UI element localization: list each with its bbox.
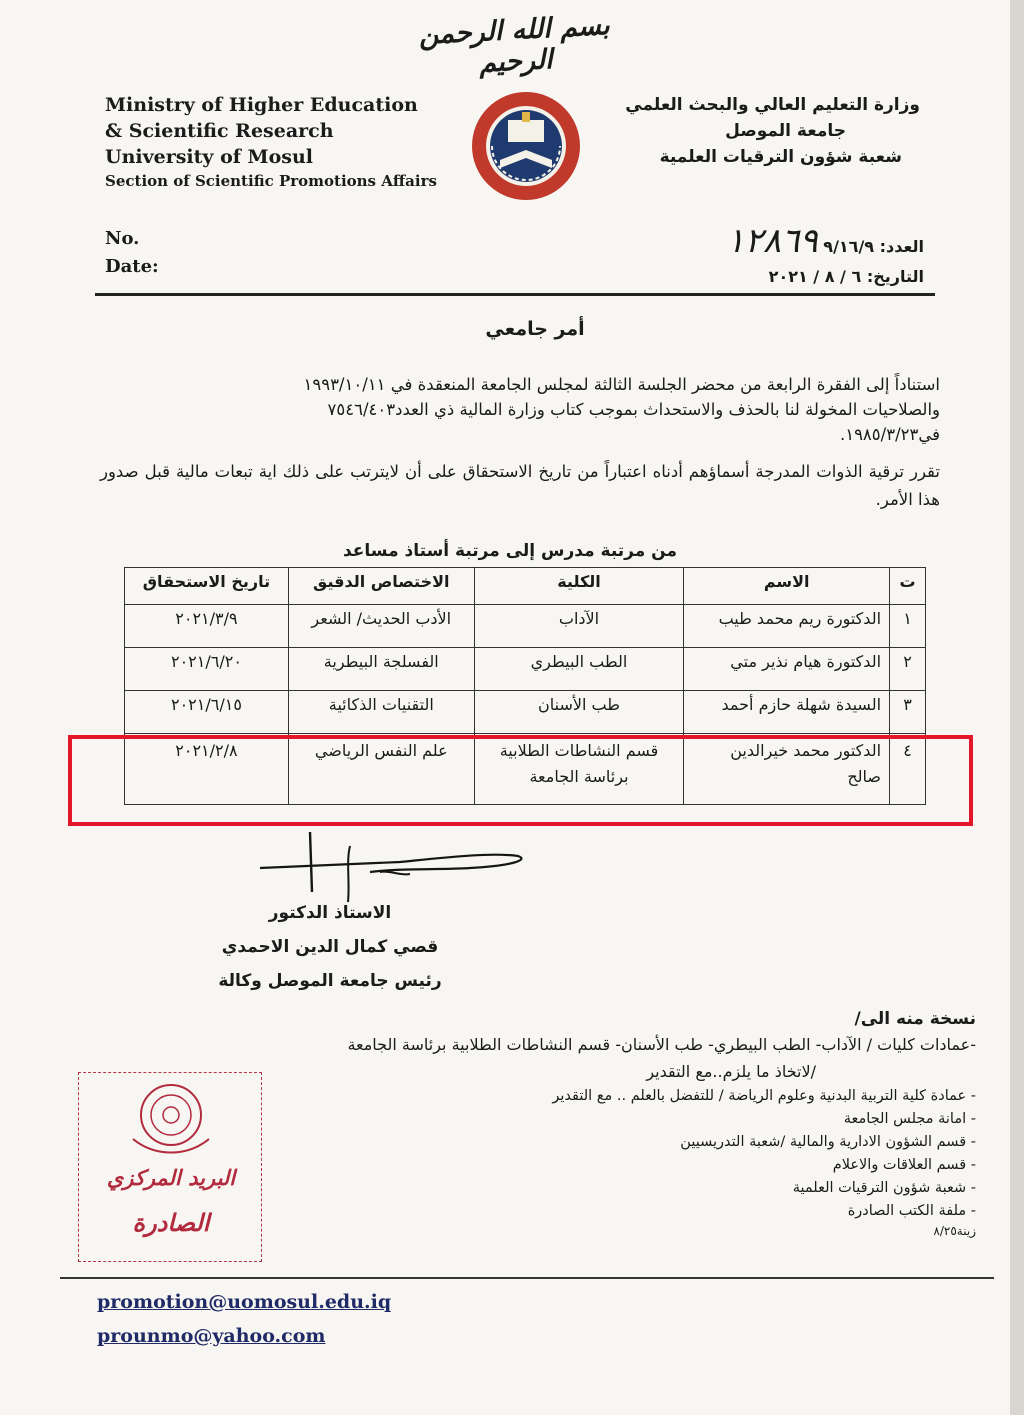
list-item: - شعبة شؤون الترقيات العلمية: [100, 1177, 976, 1200]
col-header-specialty: الاختصاص الدقيق: [288, 568, 474, 605]
stamp-seal-icon: [125, 1079, 217, 1159]
cell-index: ٣: [890, 691, 926, 734]
highlight-box: [68, 735, 973, 826]
copies-line-1: -عمادات كليات / الآداب- الطب البيطري- طب الأسنان- قسم النشاطات الطلابية برئاسة الجامعة: [347, 1035, 976, 1054]
table-row: [125, 691, 926, 734]
signatory-name: قصي كمال الدين الاحمدي: [221, 937, 439, 957]
email-link-yahoo[interactable]: prounmo@yahoo.com: [97, 1325, 326, 1347]
section-ar: شعبة شؤون الترقيات العلمية: [659, 147, 902, 167]
date-line: [604, 262, 924, 292]
english-letterhead: [105, 92, 437, 192]
cell-due-date: ٢٠٢١/٦/١٥: [125, 691, 289, 734]
table-row: [125, 605, 926, 648]
cell-index: ١: [890, 605, 926, 648]
cell-name: السيدة شهلة حازم أحمد: [684, 691, 890, 734]
cell-college: طب الأسنان: [474, 691, 684, 734]
table-title: من مرتبة مدرس إلى مرتبة أستاذ مساعد: [342, 541, 678, 561]
cell-name: الدكتورة ريم محمد طيب: [684, 605, 890, 648]
col-header-college: الكلية: [474, 568, 684, 605]
footer-divider: [60, 1277, 994, 1279]
cell-name: الدكتور محمد خيرالدين صالح: [684, 734, 890, 805]
cell-specialty: الفسلجة البيطرية: [288, 648, 474, 691]
cell-due-date: ٢٠٢١/٢/٨: [125, 734, 289, 805]
date-label: Date:: [105, 256, 159, 277]
list-item: - قسم العلاقات والاعلام: [100, 1154, 976, 1177]
col-header-due-date: تاريخ الاستحقاق: [125, 568, 289, 605]
copies-line-2: /لاتخاذ ما يلزم..مع التقدير: [646, 1062, 816, 1081]
section-en: Section of Scientific Promotions Affairs: [105, 172, 437, 190]
reference-block: [604, 221, 924, 292]
reference-value: ٩/١٦/٩: [823, 237, 875, 256]
cell-specialty: التقنيات الذكائية: [288, 691, 474, 734]
cell-college: الآداب: [474, 605, 684, 648]
date-value: ٦ / ٨ / ٢٠٢١: [768, 267, 862, 286]
reference-label: العدد:: [879, 237, 924, 256]
list-item: - امانة مجلس الجامعة: [100, 1108, 976, 1131]
paragraph-line-3: في١٩٨٥/٣/٢٣.: [839, 425, 940, 444]
ministry-en-line1: Ministry of Higher Education: [105, 94, 418, 116]
ministry-ar: وزارة التعليم العالي والبحث العلمي: [625, 95, 920, 115]
list-item: - عمادة كلية التربية البدنية وعلوم الرياضة / للتفضل بالعلم .. مع التقدير: [100, 1085, 976, 1108]
university-ar: جامعة الموصل: [725, 121, 846, 141]
reference-handwritten: ١٢٨٦٩: [726, 221, 818, 261]
table-header-row: [125, 568, 926, 605]
university-en: University of Mosul: [105, 146, 313, 168]
header-divider: [95, 293, 935, 296]
cell-specialty: الأدب الحديث/ الشعر: [288, 605, 474, 648]
order-paragraph: [100, 372, 940, 447]
table-row: [125, 648, 926, 691]
signatory-position: رئيس جامعة الموصل وكالة: [218, 971, 442, 991]
central-mail-stamp: [78, 1072, 262, 1262]
cell-due-date: ٢٠٢١/٦/٢٠: [125, 648, 289, 691]
col-header-index: ت: [890, 568, 926, 605]
cell-due-date: ٢٠٢١/٣/٩: [125, 605, 289, 648]
signatory-title: الاستاذ الدكتور: [268, 903, 392, 923]
cell-index: ٢: [890, 648, 926, 691]
list-item: - قسم الشؤون الادارية والمالية /شعبة التدريسيين: [100, 1131, 976, 1154]
col-header-name: الاسم: [684, 568, 890, 605]
ministry-en-line2: & Scientific Research: [105, 120, 334, 142]
stamp-line-1: البريد المركزي: [106, 1165, 236, 1190]
decision-paragraph: تقرر ترقية الذوات المدرجة أسماؤهم أدناه اعتباراً من تاريخ الاستحقاق على أن لايترتب على ذلك اية تبعات مالية قبل صدور هذا الأمر.: [100, 462, 940, 509]
arabic-letterhead: [590, 92, 920, 170]
cell-name: الدكتورة هيام نذير متي: [684, 648, 890, 691]
cell-index: ٤: [890, 734, 926, 805]
email-link-promotion[interactable]: promotion@uomosul.edu.iq: [97, 1291, 392, 1313]
copies-footer-code: زينة٨/٢٥: [933, 1224, 976, 1238]
signature-block: [205, 896, 455, 998]
basmala: بسم الله الرحمن الرحيم: [418, 10, 611, 79]
stamp-line-2: الصادرة: [132, 1208, 210, 1237]
order-title: أمر جامعي: [485, 318, 585, 340]
cell-college: الطب البيطري: [474, 648, 684, 691]
paragraph-line-2: والصلاحيات المخولة لنا بالحذف والاستحداث بموجب كتاب وزارة المالية ذي العدد٧٥٤٦/٤٠٣: [327, 400, 940, 419]
number-label: No.: [105, 228, 140, 249]
paragraph-line-1: استناداً إلى الفقرة الرابعة من محضر الجلسة الثالثة لمجلس الجامعة المنعقدة في ١٩٩٣/١٠/١١: [303, 375, 940, 394]
list-item: - ملفة الكتب الصادرة: [100, 1200, 976, 1223]
copies-heading: نسخة منه الى/: [854, 1009, 976, 1029]
cell-specialty: علم النفس الرياضي: [288, 734, 474, 805]
cell-college: قسم النشاطات الطلابية برئاسة الجامعة: [474, 734, 684, 805]
reference-line: [604, 221, 924, 262]
university-logo-icon: [470, 90, 582, 202]
page-edge: [1010, 0, 1024, 1415]
date-label-ar: التاريخ:: [866, 267, 924, 286]
